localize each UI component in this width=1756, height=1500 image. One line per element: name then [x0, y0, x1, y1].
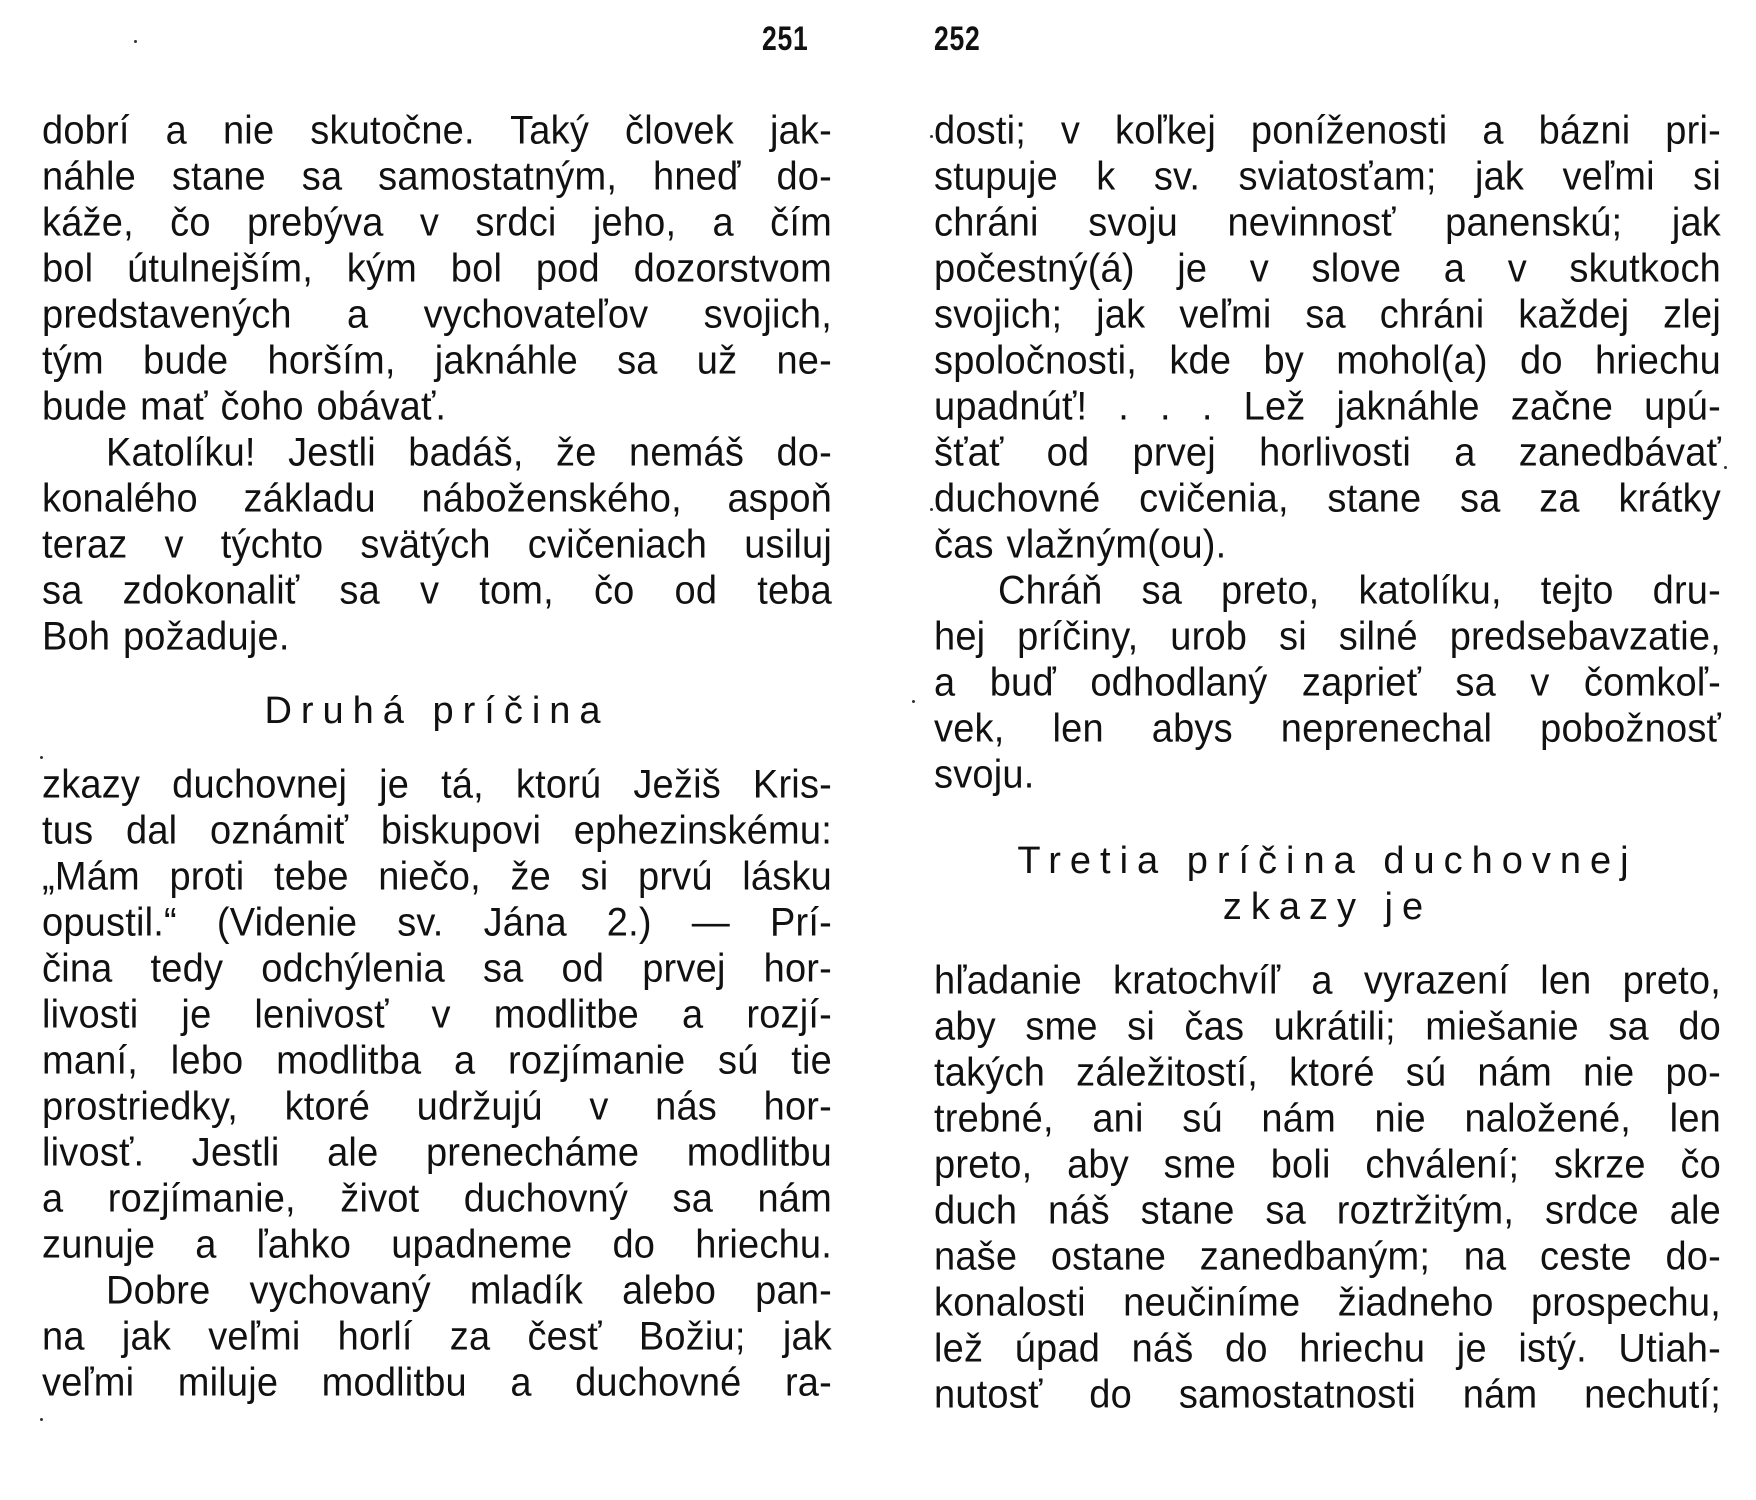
right-page [934, 0, 1721, 1500]
section-heading: zkazy je [1222, 886, 1433, 928]
text-line: a buď odhodlaný zaprieť sa v čomkoľ- [934, 660, 1721, 706]
text-line: Katolíku! Jestli badáš, že nemáš do- [106, 430, 832, 476]
text-line: čas vlažným(ou). [934, 522, 1227, 568]
text-line: Chráň sa preto, katolíku, tejto dru- [998, 568, 1721, 614]
text-line: naše ostane zanedbaným; na ceste do- [934, 1234, 1721, 1280]
text-line: stupuje k sv. sviatosťam; jak veľmi si [934, 154, 1721, 200]
text-line: dobrí a nie skutočne. Taký človek jak- [42, 108, 832, 154]
text-line: zunuje a ľahko upadneme do hriechu. [42, 1222, 832, 1268]
text-line: na jak veľmi horlí za česť Božiu; jak [42, 1314, 832, 1360]
text-line: teraz v týchto svätých cvičeniach usiluj [42, 522, 832, 568]
text-line: maní, lebo modlitba a rozjímanie sú tie [42, 1038, 832, 1084]
text-line: opustil.“ (Videnie sv. Jána 2.) — Prí- [42, 900, 832, 946]
scan-speck [912, 700, 915, 703]
paragraph [934, 108, 1721, 568]
text-line: duchovné cvičenia, stane sa za krátky [934, 476, 1721, 522]
text-line: hľadanie kratochvíľ a vyrazení len preto, [934, 958, 1721, 1004]
text-line: duch náš stane sa roztržitým, srdce ale [934, 1188, 1721, 1234]
text-line: aby sme si čas ukrátili; miešanie sa do [934, 1004, 1721, 1050]
scan-speck [134, 40, 137, 43]
text-line: hej príčiny, urob si silné predsebavzatie, [934, 614, 1721, 660]
text-line: Dobre vychovaný mladík alebo pan- [106, 1268, 832, 1314]
text-line: chráni svoju nevinnosť panenskú; jak [934, 200, 1721, 246]
text-line: predstavených a vychovateľov svojich, [42, 292, 832, 338]
paragraph [42, 762, 832, 1268]
text-line: káže, čo prebýva v srdci jeho, a čím [42, 200, 832, 246]
paragraph [42, 1268, 832, 1406]
text-line: nutosť do samostatnosti nám nechutí; [934, 1372, 1721, 1418]
paragraph [42, 430, 832, 660]
scan-speck [1724, 466, 1727, 469]
page-body [42, 108, 832, 1406]
paragraph [42, 108, 832, 430]
text-line: a rozjímanie, život duchovný sa nám [42, 1176, 832, 1222]
text-line: konalého základu náboženského, aspoň [42, 476, 832, 522]
text-line: čina tedy odchýlenia sa od prvej hor- [42, 946, 832, 992]
text-line: svoju. [934, 752, 1035, 798]
text-line: veľmi miluje modlitbu a duchovné ra- [42, 1360, 832, 1406]
paragraph [934, 958, 1721, 1418]
page-body [934, 108, 1721, 1418]
scan-speck [40, 1418, 43, 1421]
text-line: svojich; jak veľmi sa chráni každej zlej [934, 292, 1721, 338]
text-line: počestný(á) je v slove a v skutkoch [934, 246, 1721, 292]
text-line: Boh požaduje. [42, 614, 290, 660]
text-line: upadnúť! . . . Lež jaknáhle začne upú- [934, 384, 1721, 430]
section-heading: Tretia príčina duchovnej [1017, 840, 1638, 882]
scan-speck [930, 135, 933, 138]
scan-speck [930, 508, 933, 511]
text-line: dosti; v koľkej poníženosti a bázni pri- [934, 108, 1721, 154]
text-line: tým bude horším, jaknáhle sa už ne- [42, 338, 832, 384]
text-line: lež úpad náš do hriechu je istý. Utiah- [934, 1326, 1721, 1372]
text-line: livosť. Jestli ale prenecháme modlitbu [42, 1130, 832, 1176]
text-line: preto, aby sme boli chválení; skrze čo [934, 1142, 1721, 1188]
scan-speck [40, 756, 43, 759]
text-line: vek, len abys neprenechal pobožnosť [934, 706, 1721, 752]
text-line: sa zdokonaliť sa v tom, čo od teba [42, 568, 832, 614]
page-number: 252 [934, 20, 981, 58]
text-line: zkazy duchovnej je tá, ktorú Ježiš Kris- [42, 762, 832, 808]
text-line: náhle stane sa samostatným, hneď do- [42, 154, 832, 200]
text-line: livosti je lenivosť v modlitbe a rozjí- [42, 992, 832, 1038]
text-line: šťať od prvej horlivosti a zanedbávať [934, 430, 1721, 476]
text-line: spoločnosti, kde by mohol(a) do hriechu [934, 338, 1721, 384]
text-line: bol útulnejším, kým bol pod dozorstvom [42, 246, 832, 292]
page-number: 251 [762, 20, 809, 58]
section-heading: Druhá príčina [264, 690, 610, 732]
text-line: bude mať čoho obávať. [42, 384, 447, 430]
paragraph [934, 568, 1721, 798]
text-line: konalosti neučiníme žiadneho prospechu, [934, 1280, 1721, 1326]
text-line: „Mám proti tebe niečo, že si prvú lásku [42, 854, 832, 900]
left-page [42, 0, 832, 1500]
text-line: tus dal oznámiť biskupovi ephezinskému: [42, 808, 832, 854]
text-line: prostriedky, ktoré udržujú v nás hor- [42, 1084, 832, 1130]
text-line: trebné, ani sú nám nie naložené, len [934, 1096, 1721, 1142]
text-line: takých záležitostí, ktoré sú nám nie po- [934, 1050, 1721, 1096]
